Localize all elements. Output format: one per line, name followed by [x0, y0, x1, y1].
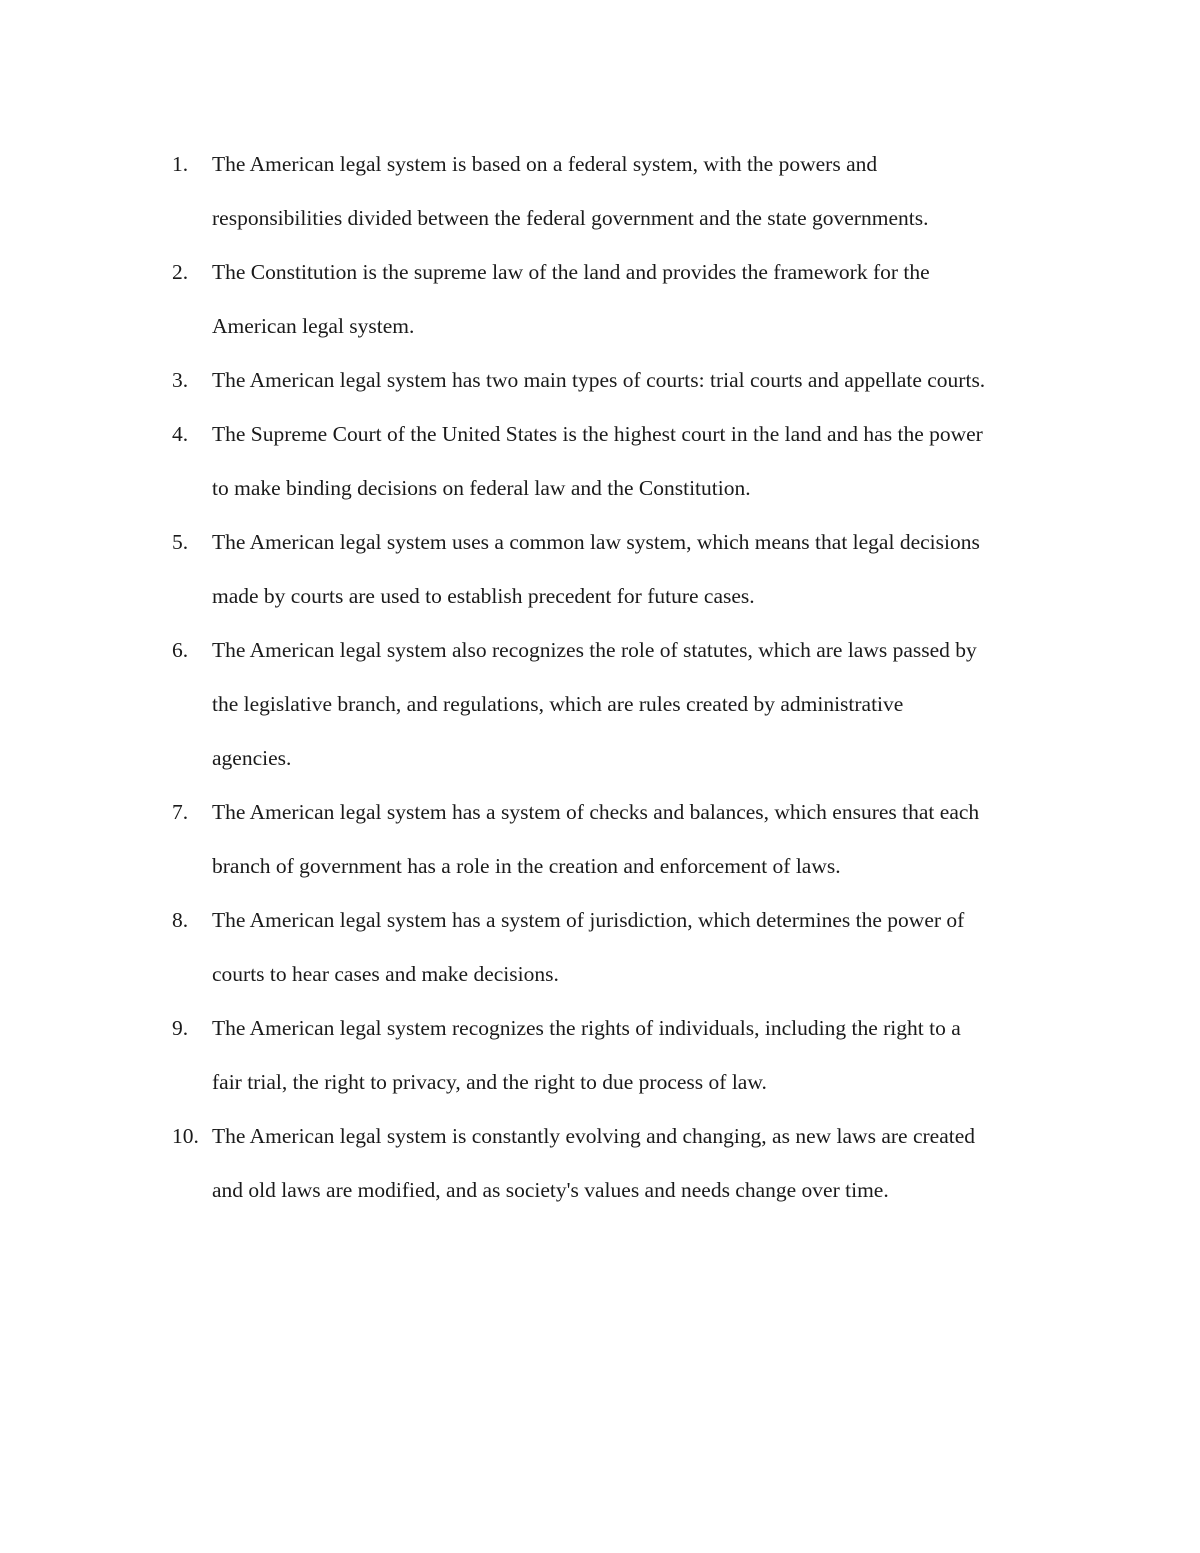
list-text-line: The American legal system has a system of checks and balances, which ensures that each [212, 800, 980, 824]
list-text-line: The Supreme Court of the United States is the highest court in the land and has the power [212, 422, 983, 446]
list-number: 8. [172, 908, 189, 932]
list-item [172, 515, 1072, 623]
list-number: 10. [172, 1124, 199, 1148]
list-text-line: The American legal system has a system of jurisdiction, which determines the power of [212, 908, 965, 932]
list-item [172, 623, 1072, 785]
list-text-line: The American legal system is constantly evolving and changing, as new laws are created [212, 1124, 975, 1148]
list-number: 9. [172, 1016, 189, 1040]
list-item [172, 1109, 1072, 1217]
list-number: 5. [172, 530, 189, 554]
list-number: 7. [172, 800, 189, 824]
numbered-list [172, 137, 1072, 1217]
list-text-line: The Constitution is the supreme law of the land and provides the framework for the [212, 260, 930, 284]
list-text-line: responsibilities divided between the federal government and the state governments. [212, 206, 929, 230]
list-number: 6. [172, 638, 189, 662]
list-text-line: fair trial, the right to privacy, and the right to due process of law. [212, 1070, 767, 1094]
list-text-line: The American legal system uses a common law system, which means that legal decisions [212, 530, 980, 554]
list-item [172, 1001, 1072, 1109]
list-text-line: agencies. [212, 746, 292, 770]
list-item [172, 785, 1072, 893]
list-text-line: The American legal system recognizes the rights of individuals, including the right to a [212, 1016, 961, 1040]
list-text-line: and old laws are modified, and as society's values and needs change over time. [212, 1178, 889, 1202]
list-number: 1. [172, 152, 189, 176]
list-item [172, 407, 1072, 515]
list-number: 4. [172, 422, 189, 446]
list-item [172, 893, 1072, 1001]
list-number: 2. [172, 260, 189, 284]
list-text-line: made by courts are used to establish precedent for future cases. [212, 584, 755, 608]
list-text-line: branch of government has a role in the creation and enforcement of laws. [212, 854, 841, 878]
list-text-line: The American legal system is based on a federal system, with the powers and [212, 152, 878, 176]
list-item [172, 137, 1072, 245]
list-number: 3. [172, 368, 189, 392]
list-text-line: to make binding decisions on federal law and the Constitution. [212, 476, 751, 500]
list-item [172, 353, 1072, 407]
list-text-line: The American legal system has two main types of courts: trial courts and appellate courts. [212, 368, 986, 392]
list-text-line: the legislative branch, and regulations, which are rules created by administrative [212, 692, 904, 716]
list-text-line: courts to hear cases and make decisions. [212, 962, 559, 986]
list-item [172, 245, 1072, 353]
list-text-line: The American legal system also recognizes the role of statutes, which are laws passed by [212, 638, 977, 662]
list-text-line: American legal system. [212, 314, 415, 338]
